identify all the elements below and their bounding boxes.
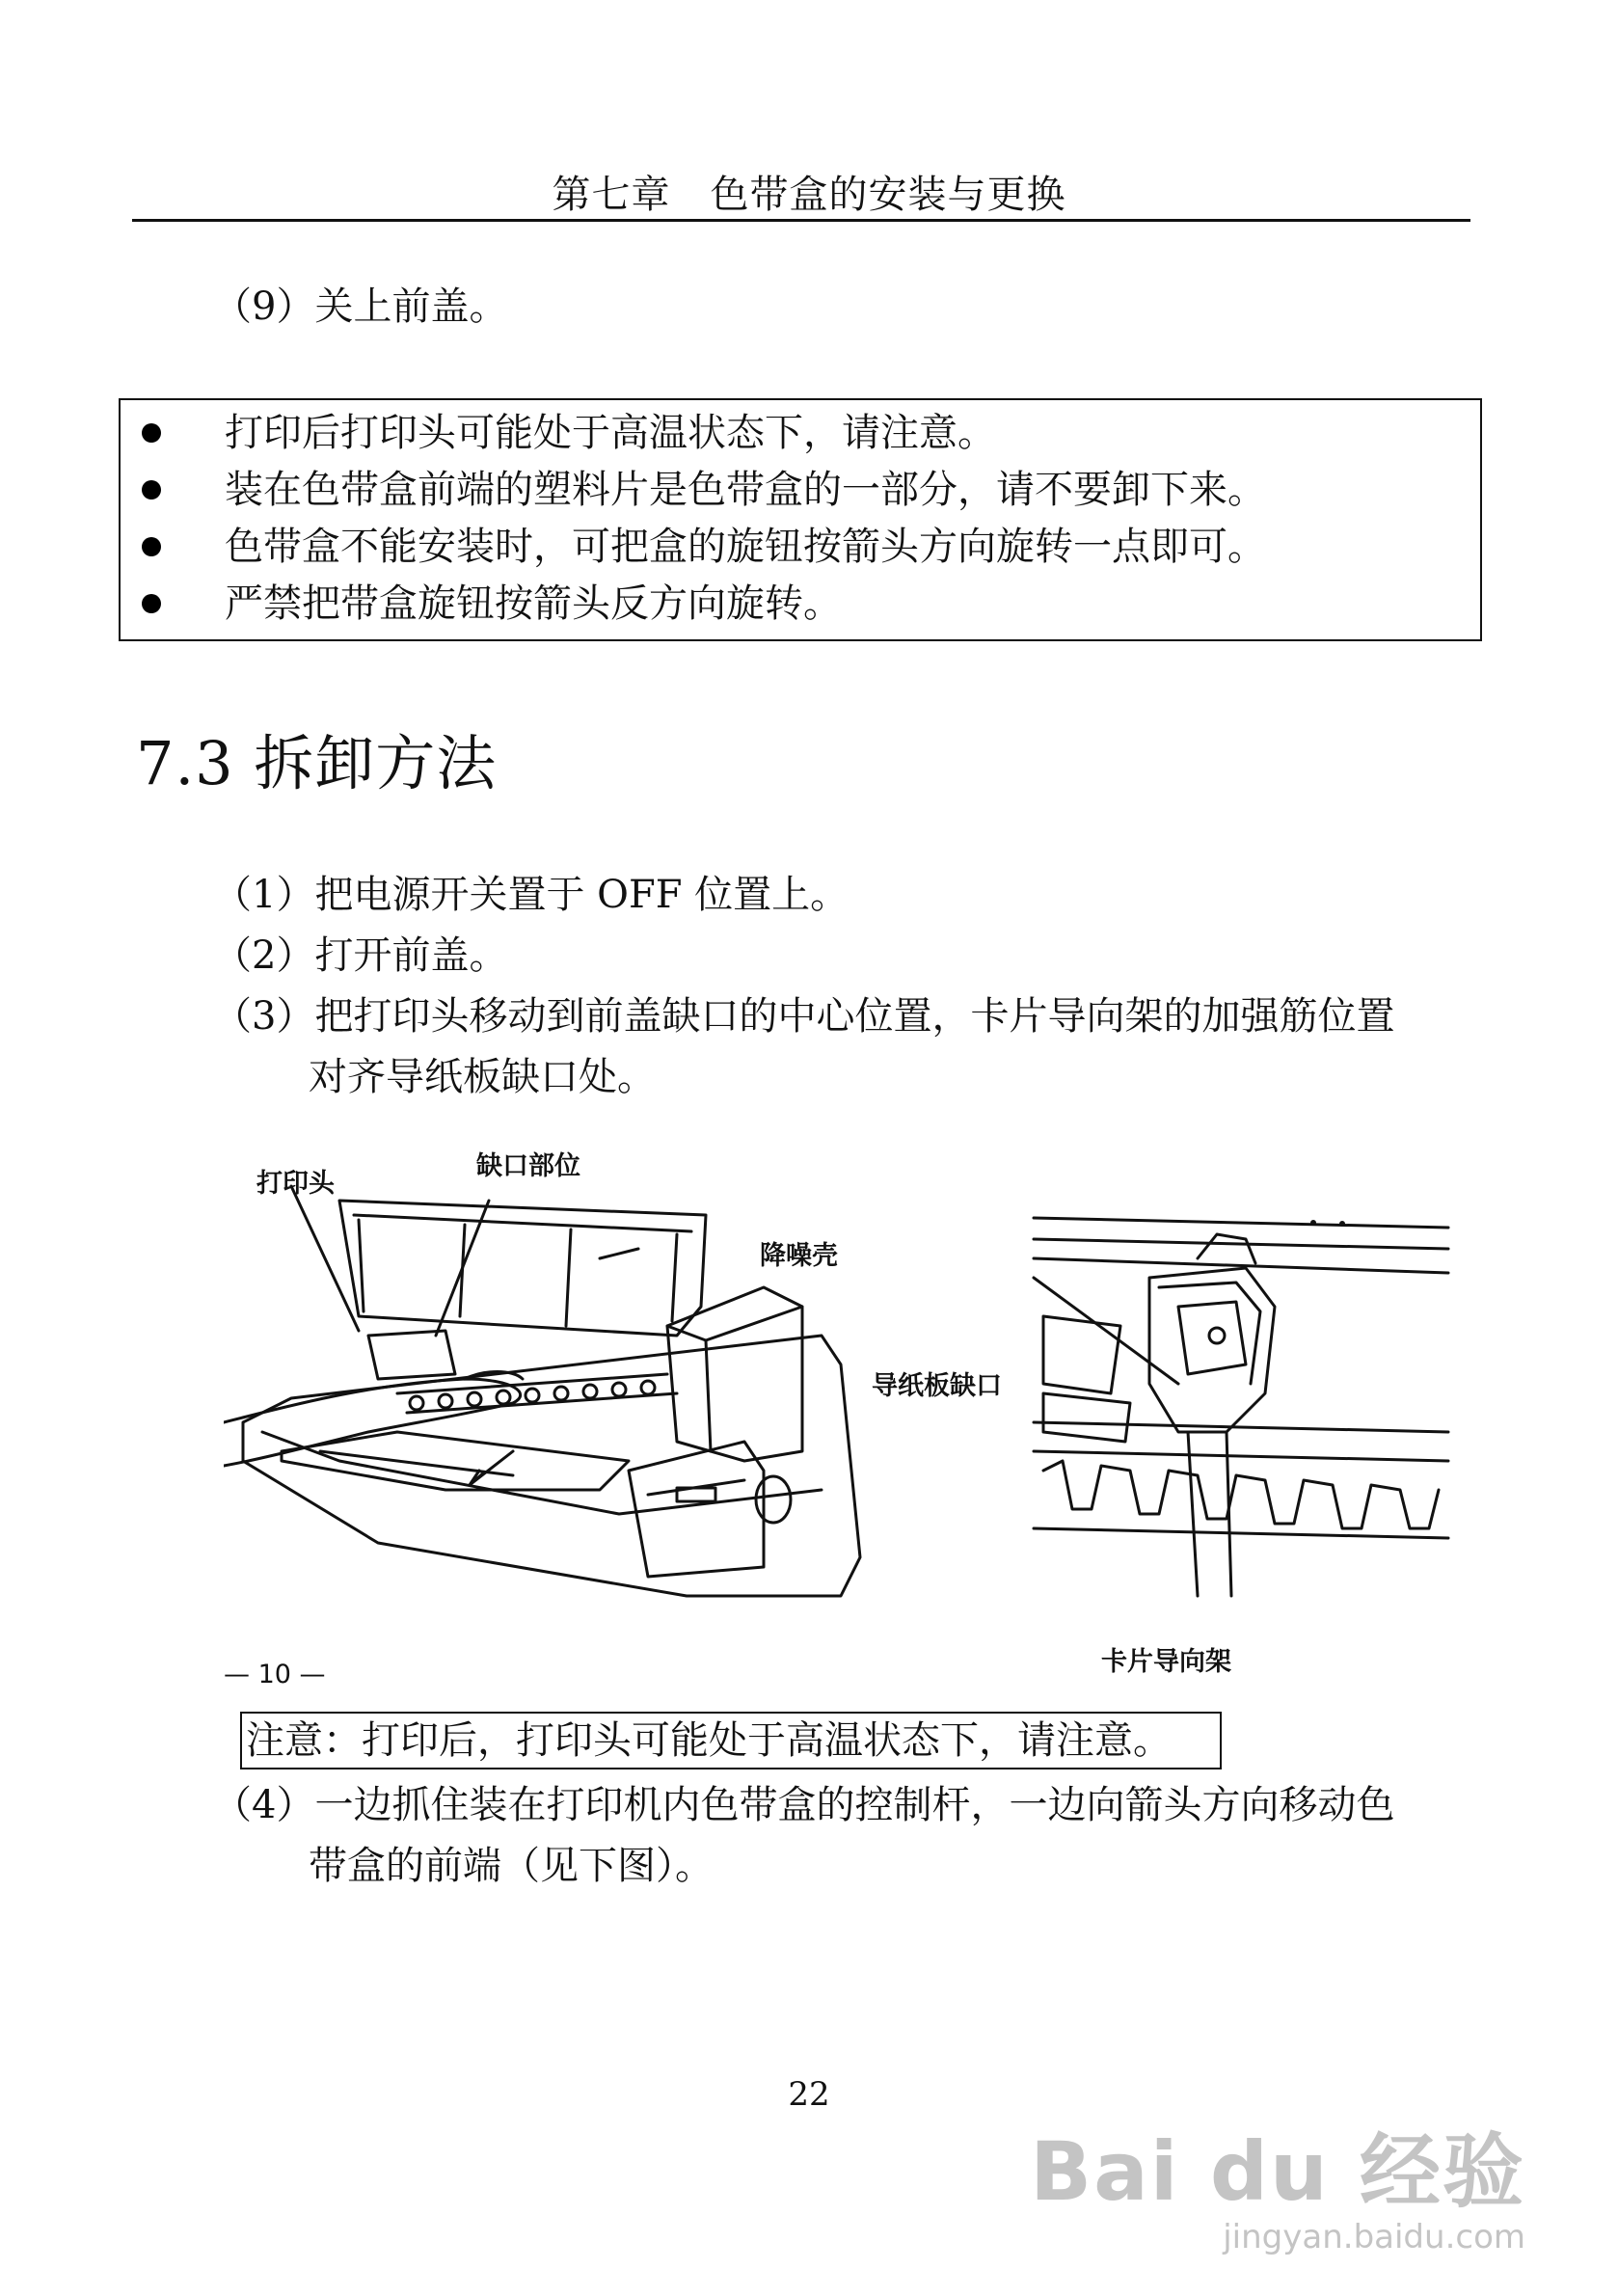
leader-line-paper-guide-notch (1034, 1278, 1178, 1384)
label-card-guide: 卡片导向架 (1101, 1647, 1231, 1677)
label-paper-guide-notch: 导纸板缺口 (872, 1371, 1002, 1401)
label-notch: 缺口部位 (476, 1151, 580, 1181)
label-noise-cover: 降噪壳 (760, 1241, 838, 1271)
chapter-header: 第七章 色带盒的安装与更换 (552, 173, 1066, 217)
rail-top (1034, 1218, 1448, 1228)
leader-line-card-guide (1188, 1432, 1198, 1596)
bullet-icon (142, 480, 161, 500)
step-2: （2）打开前盖。 (213, 933, 508, 978)
printer-illustration (224, 1143, 1477, 1689)
step-9: （9）关上前盖。 (213, 284, 508, 329)
bullet-icon (142, 423, 161, 443)
section-title: 7.3 拆卸方法 (136, 728, 498, 798)
watermark-brand: Bai du 经验 (1030, 2124, 1525, 2219)
step-3-line-2: 对齐导纸板缺口处。 (309, 1055, 656, 1099)
notice-box: 打印后打印头可能处于高温状态下，请注意。 装在色带盒前端的塑料片是色带盒的一部分，请不要卸下来。 色带盒不能安装时，可把盒的旋钮按箭头方向旋转一点即可。 严禁把带盒旋钮按箭头反方向旋转。 (119, 398, 1482, 641)
label-print-head: 打印头 (256, 1169, 335, 1199)
print-head-shape (368, 1331, 455, 1379)
header-divider (132, 219, 1470, 222)
watermark-url: jingyan.baidu.com (1223, 2218, 1525, 2256)
bullet-icon (142, 594, 161, 613)
printer-diagram (224, 1143, 1477, 1683)
page-number: 22 (788, 2075, 830, 2114)
baidu-watermark (1030, 2107, 1525, 2256)
step-3-line-1: （3）把打印头移动到前盖缺口的中心位置，卡片导向架的加强筋位置 (213, 994, 1395, 1039)
noise-cover-shape (339, 1201, 706, 1336)
roller-teeth (1043, 1461, 1439, 1528)
leader-line-noise-cover (600, 1249, 638, 1258)
step-4-line-2: 带盒的前端（见下图）。 (309, 1844, 714, 1888)
bullet-icon (142, 537, 161, 556)
step-4-line-1: （4）一边抓住装在打印机内色带盒的控制杆，一边向箭头方向移动色 (213, 1783, 1395, 1827)
page-fragment: — 10 — (224, 1660, 326, 1689)
printer-base-shape (243, 1336, 860, 1596)
warning-box: 注意：打印后，打印头可能处于高温状态下，请注意。 (240, 1712, 1222, 1769)
step-1: （1）把电源开关置于 OFF 位置上。 (213, 873, 849, 917)
